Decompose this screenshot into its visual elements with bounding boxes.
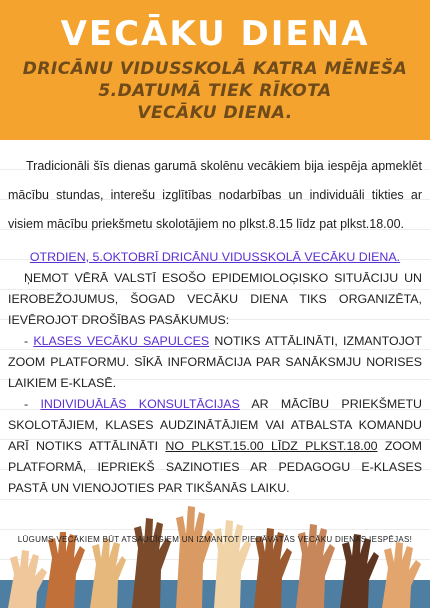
consultation-time: NO PLKST.15.00 LĪDZ PLKST.18.00 (165, 439, 378, 453)
announcement-link[interactable]: OTRDIEN, 5.OKTOBRĪ DRICĀNU VIDUSSKOLĀ VECĀKU DIENA. (29, 250, 401, 264)
item-text: AR MĀCĪBU PRIEKŠMETU SKOLOTĀJIEM, KLASES AUDZINĀTĀJIEM VAI ATBALSTA KOMANDU ARĪ NOTIKS ATTĀLINĀTI (8, 397, 422, 453)
item-text: NOTIKS ATTĀLINĀTI, IZMANTOJOT ZOOM PLATFORMU. SĪKĀ INFORMĀCIJA PAR SANĀKSMJU NORISES LAIKIEM E-KLASĒ. (8, 334, 422, 390)
raised-hands-illustration (0, 488, 430, 608)
item-parent-meetings (8, 331, 422, 394)
page-subtitle (5, 58, 425, 124)
subtitle-line-2: 5.DATUMĀ TIEK RĪKOTA (98, 81, 332, 101)
document-body (8, 152, 422, 499)
page-title: VECĀKU DIENA (60, 14, 370, 54)
intro-paragraph: Tradicionāli šīs dienas garumā skolēnu vecākiem bija iespēja apmeklēt mācību stundas, interešu izglītības nodarbības un individuāli tikties ar visiem mācību priekšmetu skolotājiem no plkst.8.15 līdz pat plkst.18.00. (8, 159, 422, 231)
item-text: ZOOM PLATFORMĀ, IEPRIEKŠ SAZINOTIES AR PEDAGOGU E-KLASES PASTĀ UN VIENOJOTIES PAR TIKŠANĀS LAIKU. (8, 439, 422, 495)
individual-consultations-link[interactable]: INDIVIDUĀLĀS KONSULTĀCIJAS (40, 397, 240, 411)
item-dash: - (24, 334, 34, 348)
footnote: LŪGUMS VECĀKIEM BŪT ATSAUCĪGIEM UN IZMANTOT PIEDĀVĀTĀS VECĀKU DIENAS IESPĒJAS! (17, 535, 413, 544)
subtitle-line-1: DRICĀNU VIDUSSKOLĀ KATRA MĒNEŠA (22, 59, 408, 79)
item-individual-consultations (8, 394, 422, 499)
header-banner (0, 0, 430, 140)
parent-meetings-link[interactable]: KLASES VECĀKU SAPULCES (33, 334, 210, 348)
announcement-line (8, 247, 422, 268)
notice-paragraph: ŅEMOT VĒRĀ VALSTĪ ESOŠO EPIDEMIOLOĢISKO SITUĀCIJU UN IEROBEŽOJUMUS, ŠOGAD VECĀKU DIENA TIKS ORGANIZĒTA, IEVĒROJOT DROŠĪBAS PASĀKUMUS: (8, 271, 422, 327)
item-dash: - (24, 397, 41, 411)
main-notice (8, 247, 422, 499)
subtitle-line-3: VECĀKU DIENA. (137, 103, 293, 123)
